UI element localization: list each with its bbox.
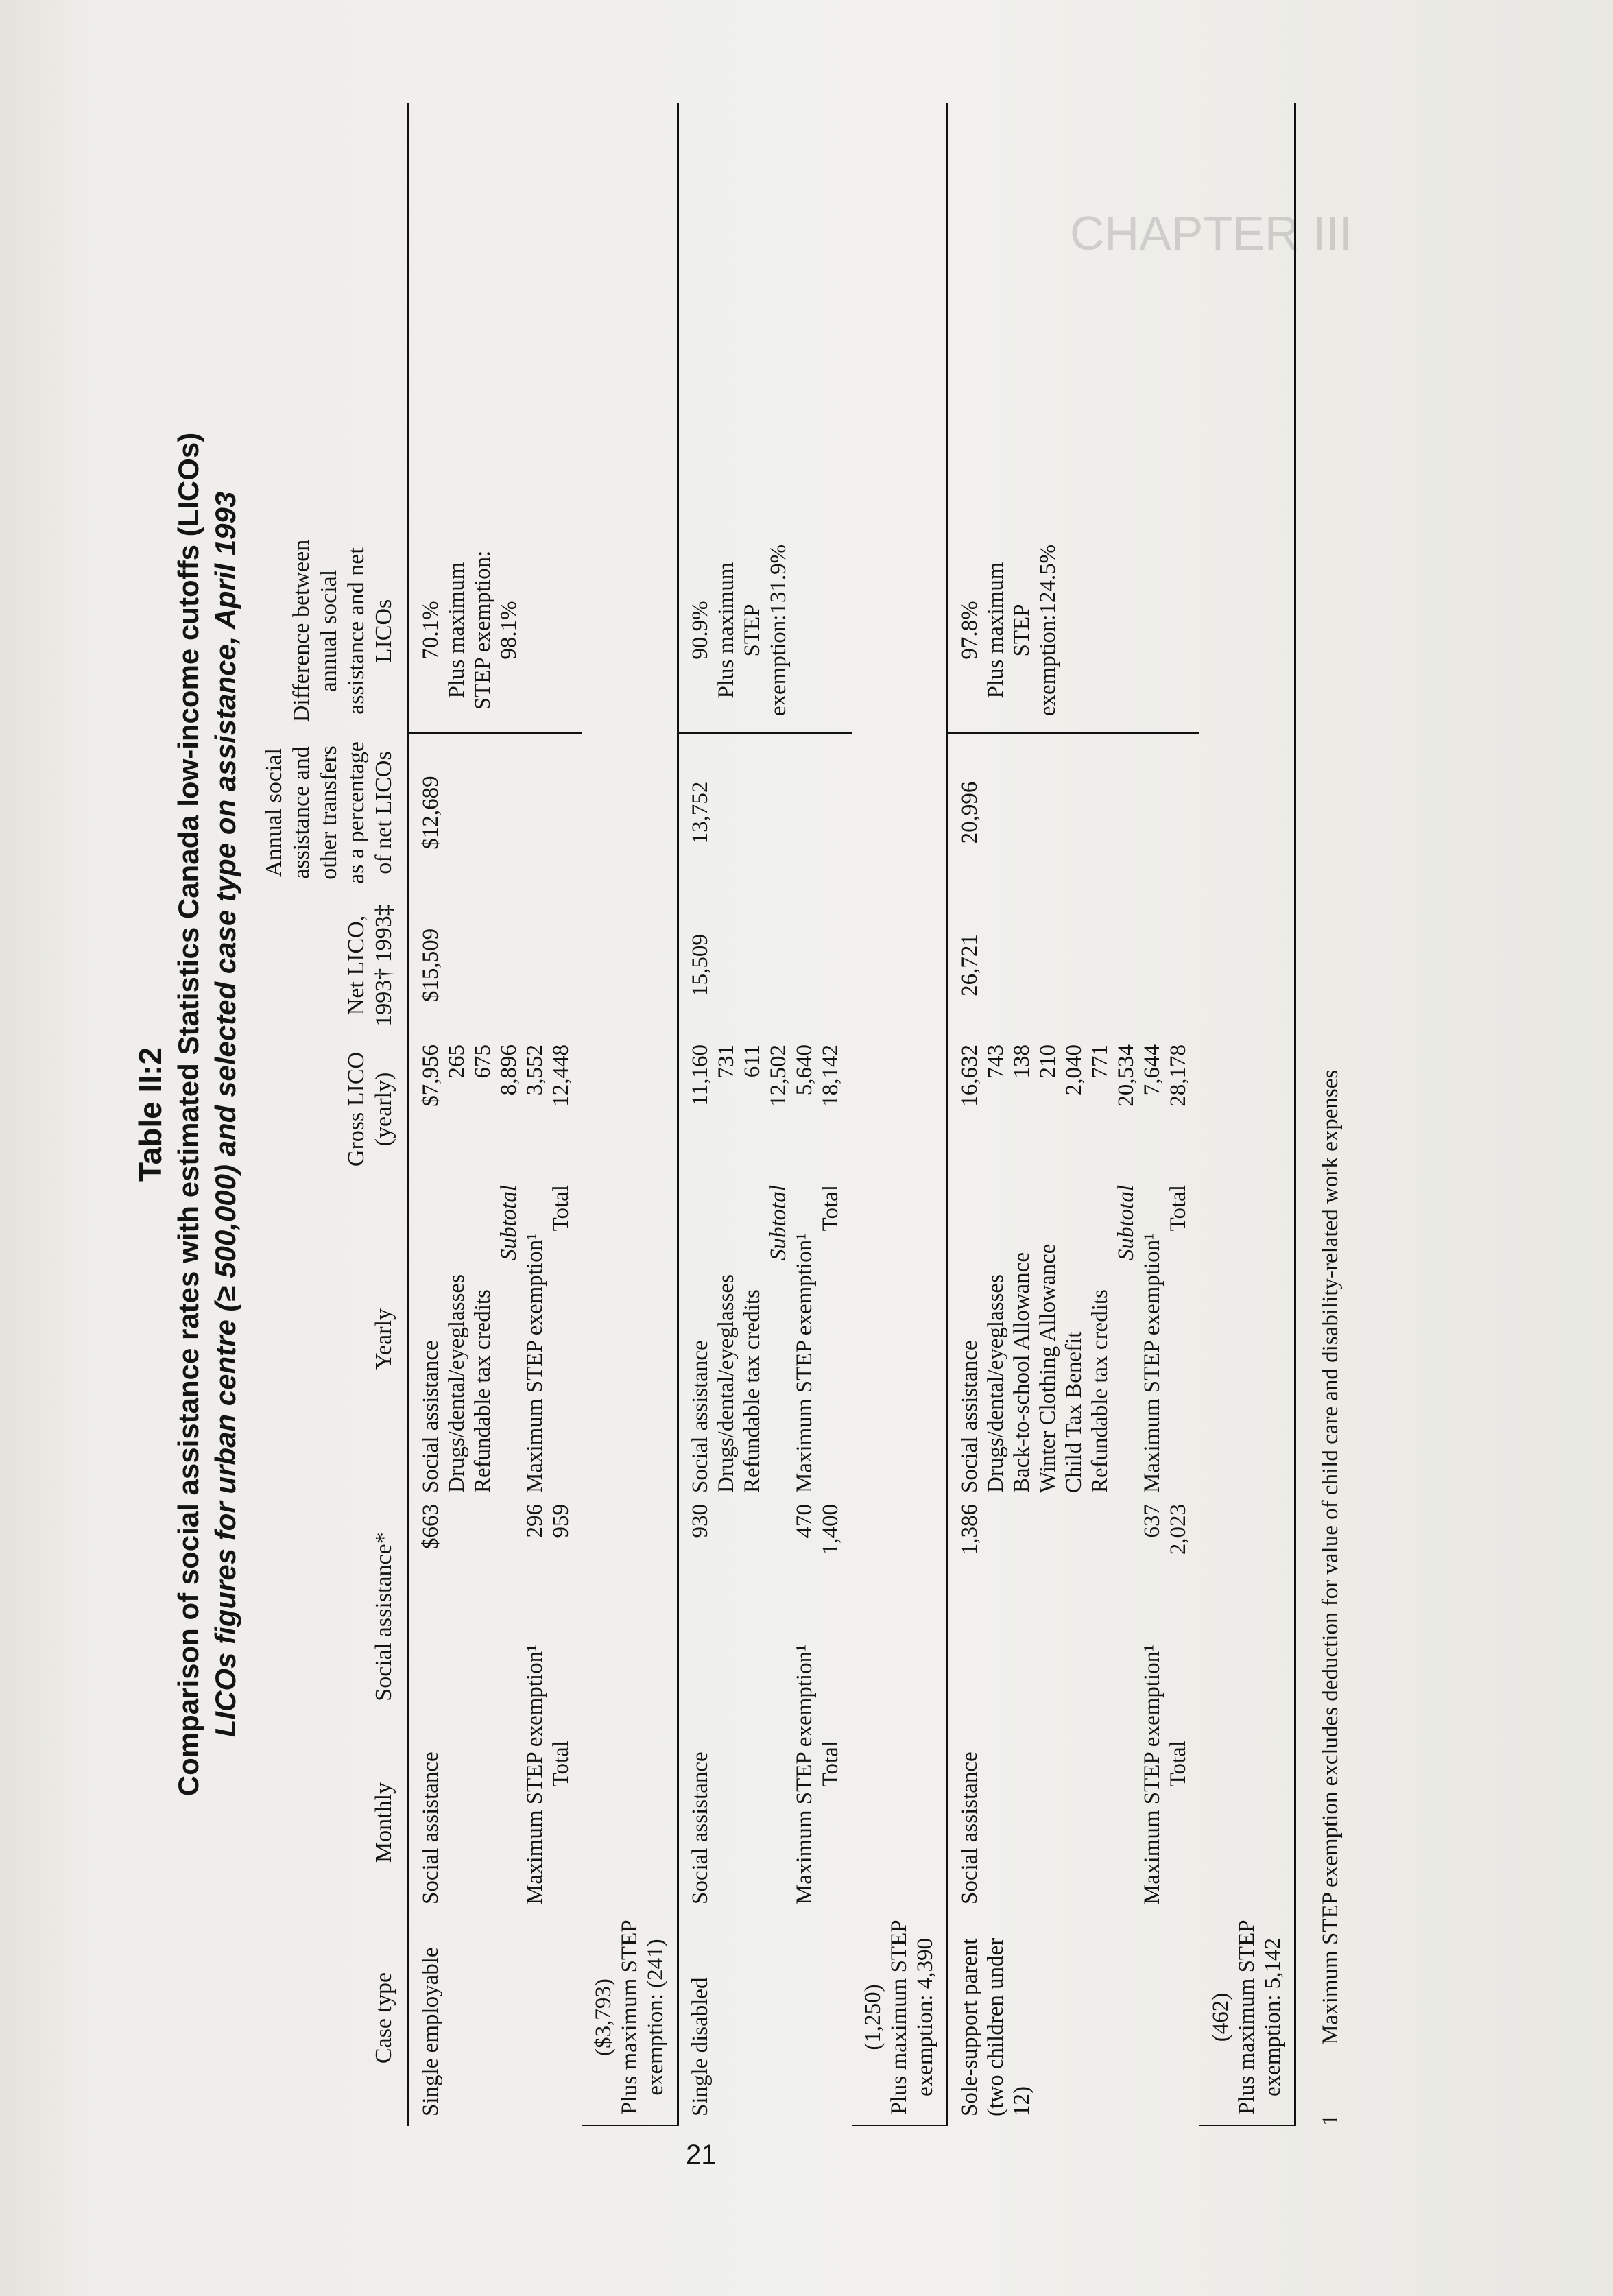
monthly-values: 930 470 1,400	[688, 1504, 843, 1555]
header-net-lico: Net LICO, 1993† 1993‡	[344, 904, 396, 1027]
header-case-type: Case type	[371, 1972, 396, 2064]
header-gross-lico: Gross LICO (yearly)	[344, 1051, 396, 1167]
pct-cell: 70.1% Plus maximum STEP exemption: 98.1%	[409, 528, 582, 734]
table-title: Table II:2	[132, 1047, 168, 1182]
footnote-text: Maximum STEP exemption excludes deduction for value of child care and disability-related work expenses	[1318, 1069, 1343, 2045]
gross-lico-cell: $15,509	[418, 928, 443, 1003]
yearly-labels: Social assistance Drugs/dental/eyeglasses Refundable tax credits Subtotal Maximum STEP exemption¹ Total	[418, 1185, 573, 1493]
gross-lico-cell: 15,509	[688, 934, 713, 996]
monthly-labels: Social assistance Maximum STEP exemption¹ Total	[957, 1645, 1191, 1904]
monthly-values: 1,386 637 2,023	[957, 1504, 1191, 1555]
bleed-through-text: CHAPTER III	[1070, 206, 1353, 260]
header-social-assistance: Social assistance*	[371, 1532, 396, 1701]
table-subtitle: Comparison of social assistance rates with estimated Statistics Canada low-income cutoffs (LICOs)	[172, 432, 204, 1797]
diff-cell: (1,250) Plus maximum STEP exemption: 4,390	[852, 1910, 946, 2126]
diff-cell: ($3,793) Plus maximum STEP exemption: (241)	[582, 1910, 677, 2126]
net-lico-cell: $12,689	[418, 776, 443, 850]
case-type-cell: Single employable	[418, 1947, 443, 2116]
page-number: 21	[686, 2140, 717, 2170]
yearly-values: 11,160 731 611 12,502 5,640 18,142	[688, 1044, 843, 1107]
title-block	[130, 103, 244, 2126]
header-difference: Difference between annual social assistance and net LICOs	[289, 539, 396, 723]
monthly-labels: Social assistance Maximum STEP exemption¹ Total	[688, 1645, 843, 1904]
net-lico-cell: 13,752	[688, 781, 713, 844]
table-row	[679, 103, 948, 2126]
case-type-cell: Single disabled	[688, 1977, 713, 2116]
pct-cell: 90.9% Plus maximum STEP exemption:131.9%	[679, 528, 852, 734]
monthly-values: $663 296 959	[418, 1504, 573, 1549]
gross-lico-cell: 26,721	[957, 934, 982, 996]
pct-cell: 97.8% Plus maximum STEP exemption:124.5%	[948, 528, 1199, 734]
yearly-labels: Social assistance Drugs/dental/eyeglasses Refundable tax credits Subtotal Maximum STEP exemption¹ Total	[688, 1185, 843, 1493]
case-type-cell: Sole-support parent (two children under 12)	[957, 1937, 1034, 2116]
diff-cell: (462) Plus maximum STEP exemption: 5,142	[1199, 1910, 1294, 2126]
yearly-values: $7,956 265 675 8,896 3,552 12,448	[418, 1044, 573, 1107]
footnote-number: 1	[1318, 2114, 1343, 2126]
rotated-table-region	[130, 103, 1385, 2126]
net-lico-cell: 20,996	[957, 781, 982, 844]
yearly-labels: Social assistance Drugs/dental/eyeglasses Back-to-school Allowance Winter Clothing Allowance Child Tax Benefit Refundable tax credits Subtotal Maximum STEP exemption¹ Total	[957, 1185, 1191, 1493]
table-header	[256, 103, 409, 2126]
monthly-labels: Social assistance Maximum STEP exemption¹ Total	[418, 1645, 573, 1904]
table-row	[409, 103, 679, 2126]
table-subtitle-2: LICOs figures for urban centre (≥ 500,000) and selected case type on assistance, April 1993	[209, 491, 241, 1738]
header-monthly: Monthly	[371, 1782, 396, 1863]
header-percentage: Annual social assistance and other transfers as a percentage of net LICOs	[261, 741, 396, 884]
header-yearly: Yearly	[371, 1308, 396, 1370]
table-row	[948, 103, 1296, 2126]
yearly-values: 16,632 743 138 210 2,040 771 20,534 7,644 28,178	[957, 1044, 1191, 1107]
footnote	[1317, 103, 1344, 2126]
